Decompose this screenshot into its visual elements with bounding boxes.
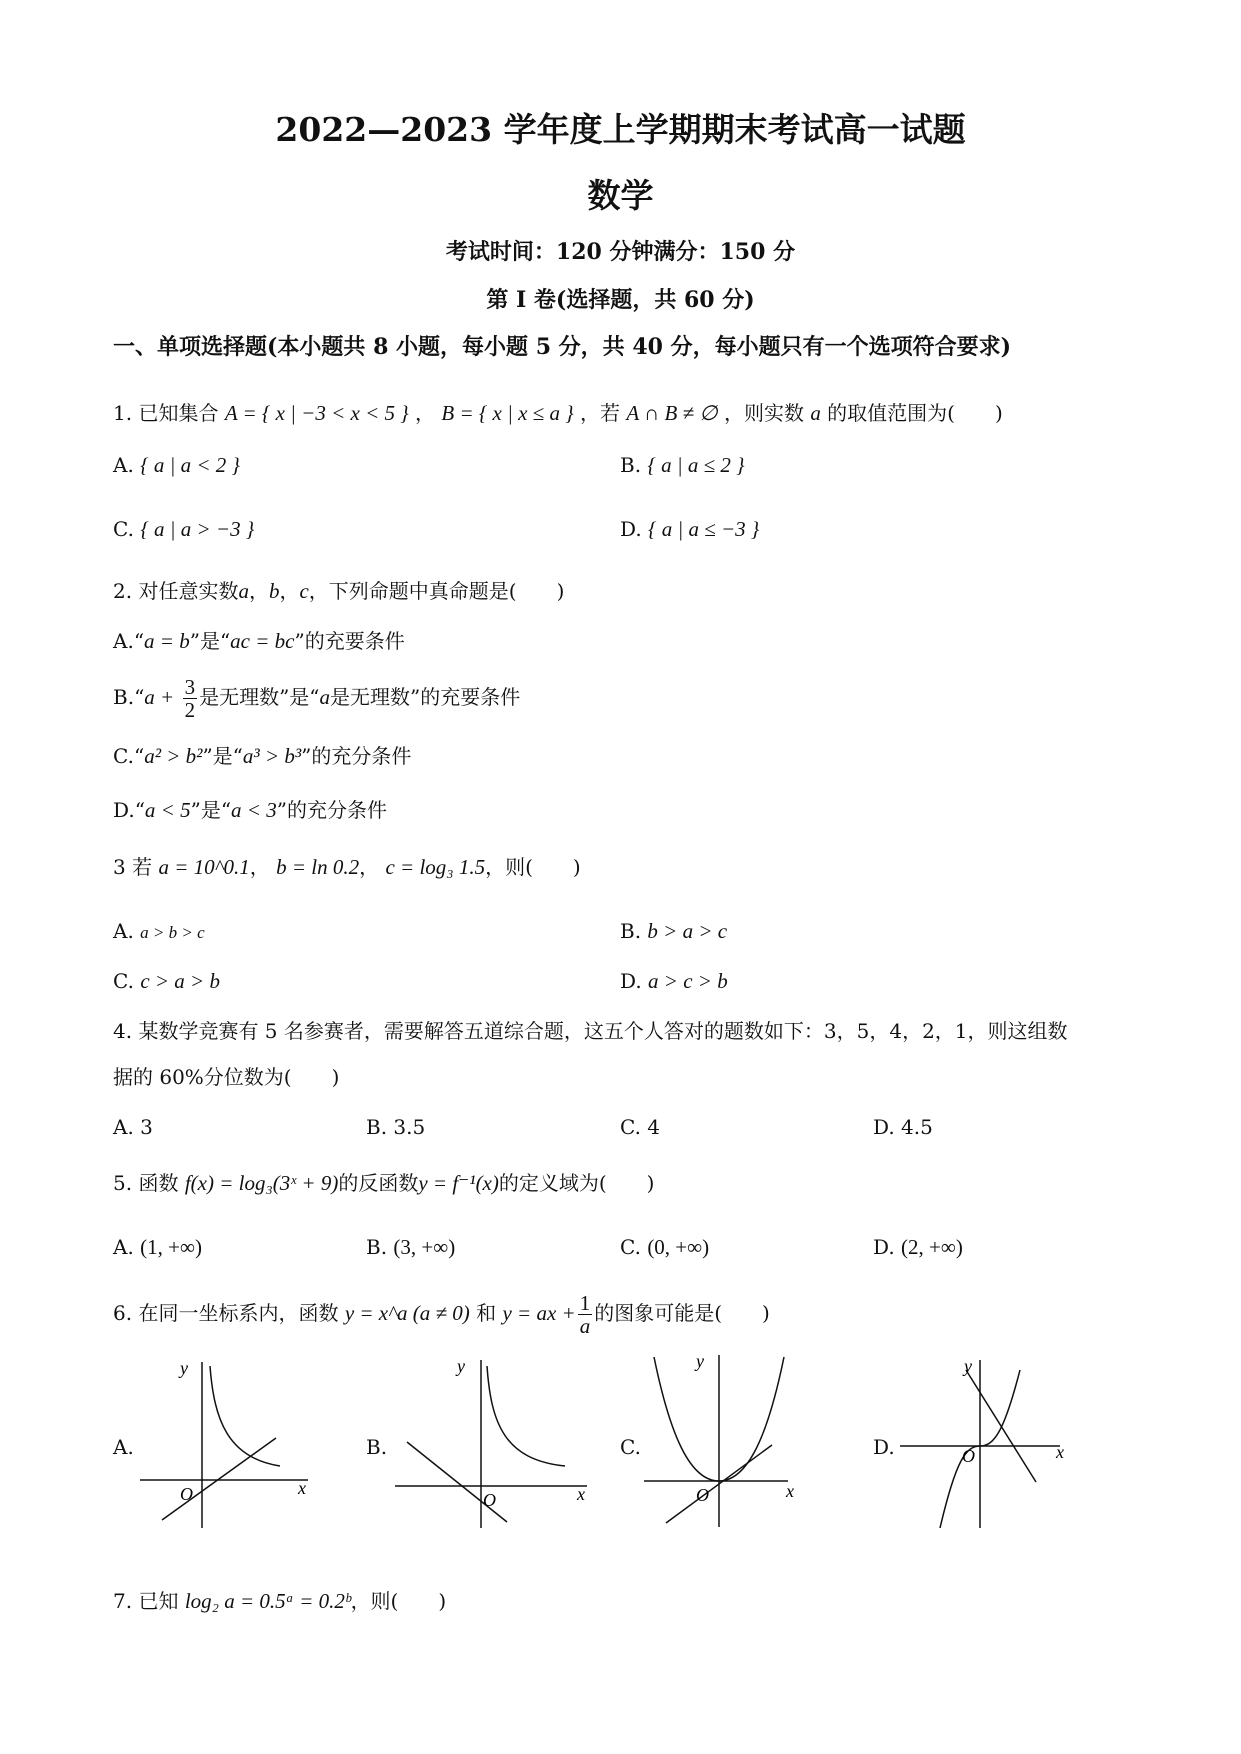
q3-option-d-label: D. [620,969,642,993]
q2-option-b-quote-1: “ [134,685,145,709]
q2-option-a-label: A. [113,629,134,653]
origin-label: O [696,1485,709,1505]
axis-x-label: x [786,1481,794,1501]
q2-option-a [113,626,405,656]
q1-text-1: 已知集合 [138,401,219,425]
q3-option-c-label: C. [113,969,134,993]
q1-number: 1. [113,401,133,425]
origin-label: O [180,1484,193,1504]
q2-text-1: 对任意实数 [138,579,239,603]
question-6 [113,1290,770,1337]
q2-option-b-math-1: a + [144,685,175,709]
q5-option-d [873,1232,963,1262]
q3-option-d-value: a > c > b [648,969,728,993]
q2-var-c: c [299,579,309,603]
q1-condition: A ∩ B ≠ ∅ [626,401,718,425]
q6-graph-a [140,1350,320,1530]
question-1 [113,398,1003,428]
q4-option-d: D. 4.5 [873,1115,933,1139]
q1-option-a [113,450,240,480]
q1-text-2: ， [415,401,436,425]
q3-option-a-value: a > b > c [140,923,205,942]
q7-text-1: 已知 [138,1589,179,1613]
q7-number: 7. [113,1589,133,1613]
q6-text-2: 和 [476,1301,497,1325]
q2-option-a-math-2: ac = bc [230,629,295,653]
q2-text-2: ，下列命题中真命题是( ) [308,579,565,603]
exam-info: 考试时间：120 分钟满分：150 分 [445,239,796,265]
q5-option-c-value: (0, +∞) [647,1235,710,1259]
q2-option-a-quote-2: ”是“ [189,629,231,653]
q3-option-c [113,966,220,996]
axis-x-label: x [577,1484,585,1504]
q1-option-b-value: { a | a ≤ 2 } [647,453,745,477]
q5-option-d-value: (2, +∞) [901,1235,963,1259]
q2-option-b [113,674,520,721]
q2-comma-2: ， [279,579,300,603]
q2-option-c-quote-3: ”的充分条件 [301,744,412,768]
q2-option-b-fraction [183,676,198,721]
q2-comma-1: ， [248,579,269,603]
q3-expr-a: a = 10^0.1 [158,855,250,879]
question-7 [113,1586,446,1616]
q4-option-c: C. 4 [620,1115,661,1139]
question-5 [113,1168,654,1198]
axis-y-label: y [180,1358,188,1378]
q6-expr-1: y = x^a (a ≠ 0) [344,1301,470,1325]
q6-option-d-label: D. [873,1435,895,1459]
origin-label: O [962,1446,975,1466]
q6-fraction-denominator: a [579,1314,591,1338]
q2-option-d [113,795,387,825]
q1-text-4: ，则实数 [723,401,804,425]
q3-expr-b: b = ln 0.2 [276,855,360,879]
q6-fraction-numerator: 1 [579,1291,591,1315]
q5-option-b-value: (3, +∞) [393,1235,456,1259]
q3-option-b [620,916,727,946]
q6-option-a-label: A. [113,1435,134,1459]
q2-option-d-quote-2: ”是“ [190,798,232,822]
q6-text-1: 在同一坐标系内，函数 [138,1301,339,1325]
q7-text-2: ，则( ) [350,1589,447,1613]
linear-line [966,1370,1036,1482]
q1-set-a: A = { x | −3 < x < 5 } [224,401,409,425]
q2-option-c [113,741,411,771]
q5-number: 5. [113,1171,133,1195]
q2-option-a-math-1: a = b [144,629,190,653]
exam-title: 2022—2023 学年度上学期期末考试高一试题 [275,110,966,149]
q2-option-d-math-2: a < 3 [231,798,277,822]
q6-fraction [578,1292,593,1337]
q3-option-b-label: B. [620,919,642,943]
q2-option-a-quote-3: ”的充要条件 [294,629,405,653]
q6-option-c-label: C. [620,1435,641,1459]
q6-expr-2: y = ax + [502,1301,576,1325]
q3-text-1: 若 [132,855,153,879]
axis-y-label: y [457,1356,465,1376]
q5-option-b-label: B. [366,1235,388,1259]
q2-option-c-label: C. [113,744,134,768]
q2-option-d-quote-1: “ [134,798,145,822]
q1-option-d-value: { a | a ≤ −3 } [648,517,760,541]
q2-option-c-math-2: a³ > b³ [242,744,302,768]
q1-option-d [620,514,759,544]
q3-number: 3 [113,855,126,879]
q5-expr-1: f(x) = log₃(3ˣ + 9) [184,1171,339,1195]
q6-graph-c [640,1345,800,1530]
q5-expr-2: y = f⁻¹(x) [418,1171,499,1195]
q1-option-b [620,450,745,480]
q4-option-b: B. 3.5 [366,1115,426,1139]
axis-x-label: x [298,1478,306,1498]
q5-option-c [620,1232,709,1262]
q3-option-c-value: c > a > b [140,969,220,993]
axis-y-label: y [696,1351,704,1371]
q1-option-a-value: { a | a < 2 } [140,453,240,477]
q1-option-a-label: A. [113,453,134,477]
q2-option-b-quote-2: 是无理数”是“ [199,685,320,709]
power-curve [210,1366,280,1466]
linear-line [162,1438,276,1520]
q1-option-c-label: C. [113,517,134,541]
axis-x-label: x [1056,1442,1064,1462]
q2-option-d-math-1: a < 5 [144,798,191,822]
q5-option-d-label: D. [873,1235,895,1259]
q2-option-a-quote-1: “ [133,629,145,653]
q1-option-b-label: B. [620,453,642,477]
question-4-line-1 [113,1016,1068,1046]
q3-comma-1: ， [249,855,270,879]
q1-option-c [113,514,254,544]
q6-graph-b [395,1350,595,1530]
question-4-line-2: 据的 60%分位数为( ) [113,1065,340,1089]
q2-option-c-quote-2: ”是“ [202,744,243,768]
q5-option-c-label: C. [620,1235,641,1259]
q5-option-a-value: (1, +∞) [140,1235,202,1259]
q5-option-a-label: A. [113,1235,134,1259]
volume-title: 第 I 卷(选择题，共 60 分) [486,287,755,313]
q4-option-a: A. 3 [113,1115,153,1139]
q6-graph-d [900,1350,1080,1530]
q2-fraction-numerator: 3 [184,675,196,699]
q2-option-b-label: B. [113,685,135,709]
q3-option-a-label: A. [113,919,134,943]
q3-expr-c: c = log₃ 1.5 [385,855,486,879]
q2-var-a: a [238,579,249,603]
q4-text-1: 某数学竞赛有 5 名参赛者，需要解答五道综合题，这五个人答对的题数如下：3，5，4，2，1，则这组数 [138,1019,1068,1043]
q7-expr: log₂ a = 0.5ᵃ = 0.2ᵇ [184,1589,351,1613]
q5-option-b [366,1232,455,1262]
q2-option-b-quote-3: 是无理数”的充要条件 [330,685,521,709]
q1-option-d-label: D. [620,517,642,541]
q2-number: 2. [113,579,133,603]
q2-option-b-math-2: a [319,685,331,709]
q5-option-a [113,1232,202,1262]
q5-text-1: 函数 [138,1171,179,1195]
subject-title: 数学 [587,176,654,215]
q1-set-b: B = { x | x ≤ a } [441,401,574,425]
q3-option-a [113,916,205,948]
q3-comma-2: ， [359,855,380,879]
origin-label: O [483,1490,496,1510]
axis-y-label: y [964,1356,972,1376]
q5-text-2: 的反函数 [338,1171,419,1195]
q2-option-d-label: D. [113,798,135,822]
question-2 [113,576,564,606]
power-curve [487,1366,565,1466]
q3-text-2: ，则( ) [485,855,581,879]
question-3 [113,852,581,882]
q4-number: 4. [113,1019,133,1043]
linear-line [407,1442,507,1522]
q2-option-d-quote-3: ”的充分条件 [276,798,387,822]
q2-option-c-math-1: a² > b² [144,744,203,768]
q3-option-b-value: b > a > c [647,919,728,943]
q6-text-3: 的图象可能是( ) [594,1301,770,1325]
q1-text-5: 的取值范围为( ) [827,401,1003,425]
q1-option-c-value: { a | a > −3 } [140,517,255,541]
q6-option-b-label: B. [366,1435,388,1459]
q6-number: 6. [113,1301,133,1325]
q2-option-c-quote-1: “ [133,744,145,768]
section-heading: 一、单项选择题(本小题共 8 小题，每小题 5 分，共 40 分，每小题只有一个选项符合要求) [113,334,1012,360]
q2-var-b: b [268,579,280,603]
q5-text-3: 的定义域为( ) [498,1171,655,1195]
q2-fraction-denominator: 2 [184,698,196,722]
q1-text-3: ，若 [579,401,620,425]
q1-variable: a [810,401,821,425]
q3-option-d [620,966,728,996]
